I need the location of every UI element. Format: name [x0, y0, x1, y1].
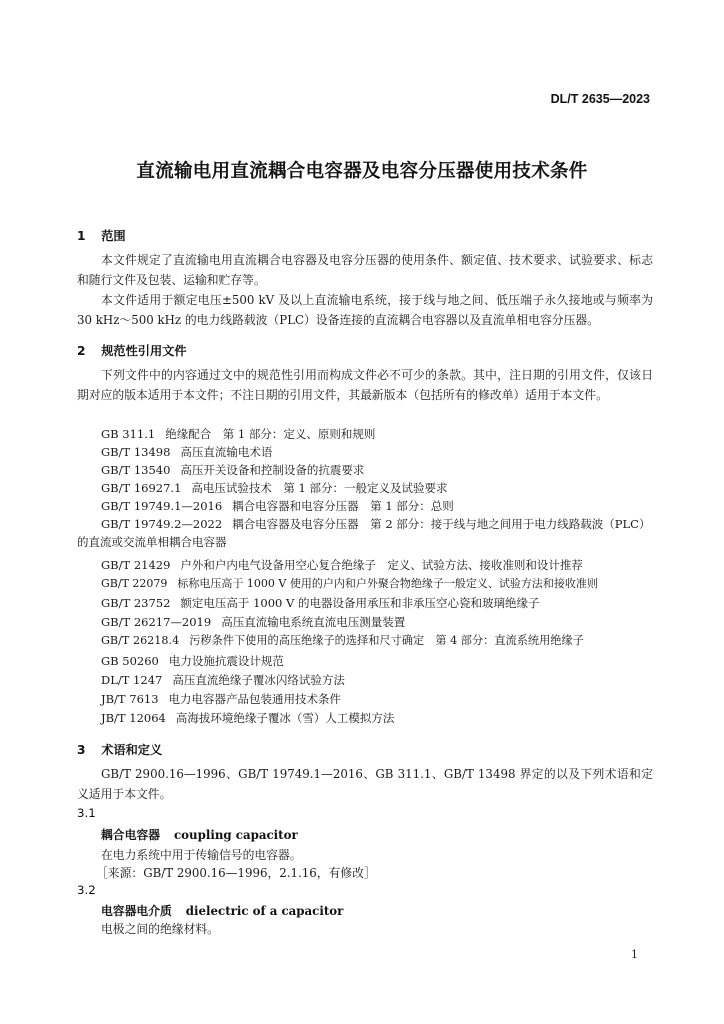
reference-name: 耦合电容器和电容分压器 第 1 部分：总则: [232, 499, 454, 513]
reference-item: [101, 479, 653, 497]
reference-code: GB 50260: [101, 654, 159, 668]
section-number: 2: [77, 344, 86, 358]
reference-name: 高压直流输电术语: [180, 445, 273, 459]
reference-name: 高压直流绝缘子覆冰闪络试验方法: [172, 673, 345, 687]
reference-name: 污秽条件下使用的高压绝缘子的选择和尺寸确定 第 4 部分：直流系统用绝缘子: [189, 634, 584, 647]
reference-code: DL/T 1247: [101, 673, 163, 687]
reference-item: [101, 632, 653, 650]
reference-code: JB/T 7613: [101, 692, 159, 706]
reference-name: 电力设施抗震设计规范: [168, 654, 284, 668]
reference-code: GB/T 22079: [101, 577, 168, 590]
reference-code: JB/T 12064: [101, 711, 166, 725]
paragraph: 本文件规定了直流输电用直流耦合电容器及电容分压器的使用条件、额定值、技术要求、试验要求、标志和随行文件及包装、运输和贮存等。: [77, 253, 653, 287]
reference-name: 电力电容器产品包装通用技术条件: [168, 692, 342, 706]
reference-name: 标称电压高于 1000 V 使用的户内和户外聚合物绝缘子一般定义、试验方法和接收准则: [177, 577, 598, 590]
reference-code: GB/T 23752: [101, 596, 171, 610]
paragraph: GB/T 2900.16—1996、GB/T 19749.1—2016、GB 311.1、GB/T 13498 界定的以及下列术语和定义适用于本文件。: [77, 767, 653, 801]
paragraph: 本文件适用于额定电压±500 kV 及以上直流输电系统，接于线与地之间、低压端子永久接地或与频率为 30 kHz～500 kHz 的电力线路载波（PLC）设备连接的直流耦合电容器以及直流单相电容分压器。: [77, 293, 653, 327]
reference-name: 户外和户内电气设备用空心复合绝缘子 定义、试验方法、接收准则和设计推荐: [180, 558, 583, 572]
reference-item: [101, 690, 653, 708]
section-heading-normative-references: [77, 342, 187, 359]
reference-item: [101, 497, 653, 515]
paragraph: 下列文件中的内容通过文中的规范性引用而构成文件必不可少的条款。其中，注日期的引用文件，仅该日期对应的版本适用于本文件；不注日期的引用文件，其最新版本（包括所有的修改单）适用于本文件。: [77, 368, 653, 402]
section-number: 3: [77, 743, 86, 757]
reference-name: 高电压试验技术 第 1 部分：一般定义及试验要求: [191, 481, 448, 495]
reference-code: GB/T 16927.1: [101, 481, 182, 495]
section-title: 范围: [101, 229, 126, 243]
reference-name: 高海拔环境绝缘子覆冰（雪）人工模拟方法: [175, 711, 395, 725]
reference-code: GB 311.1: [101, 427, 156, 441]
reference-item: [101, 556, 653, 574]
reference-code: GB/T 26217—2019: [101, 615, 212, 629]
section-heading-terms-and-definitions: [77, 741, 162, 758]
term-number: 3.2: [77, 883, 96, 897]
reference-item: [101, 652, 653, 670]
reference-name: 高压开关设备和控制设备的抗震要求: [180, 463, 365, 477]
reference-name: 额定电压高于 1000 V 的电器设备用承压和非承压空心瓷和玻璃绝缘子: [180, 596, 540, 610]
reference-item: [101, 709, 653, 727]
reference-item: [101, 575, 653, 593]
reference-code: GB/T 21429: [101, 558, 171, 572]
reference-code: GB/T 19749.1—2016: [101, 499, 223, 513]
reference-name: 绝缘配合 第 1 部分：定义、原则和规则: [165, 427, 376, 441]
standard-code: DL/T 2635—2023: [550, 92, 650, 106]
term-heading: [101, 902, 343, 919]
page-number: 1: [631, 948, 638, 961]
reference-name: 耦合电容器及电容分压器 第 2 部分：接于线与地之间用于电力线路载波（PLC）的直流或交流单相耦合电容器: [77, 517, 651, 550]
term-heading: [101, 826, 298, 843]
term-definition: 在电力系统中用于传输信号的电容器。: [101, 848, 302, 862]
reference-item: [101, 425, 653, 443]
section-heading-scope: [77, 227, 126, 244]
reference-item: [77, 515, 655, 551]
section-title: 规范性引用文件: [101, 344, 187, 358]
term-chinese: 电容器电介质: [101, 904, 172, 918]
term-number: 3.1: [77, 806, 96, 820]
section-number: 1: [77, 229, 86, 243]
term-definition: 电极之间的绝缘材料。: [101, 922, 219, 936]
reference-item: [101, 613, 653, 631]
reference-item: [101, 461, 653, 479]
section-title: 术语和定义: [101, 743, 163, 757]
term-english: coupling capacitor: [174, 828, 298, 842]
reference-code: GB/T 13540: [101, 463, 171, 477]
reference-item: [101, 443, 653, 461]
reference-name: 高压直流输电系统直流电压测量装置: [221, 615, 406, 629]
reference-code: GB/T 13498: [101, 445, 171, 459]
term-english: dielectric of a capacitor: [185, 904, 344, 918]
reference-code: GB/T 19749.2—2022: [101, 517, 223, 531]
term-chinese: 耦合电容器: [101, 828, 160, 842]
document-title: 直流输电用直流耦合电容器及电容分压器使用技术条件: [136, 161, 588, 182]
term-source: ［来源：GB/T 2900.16—1996，2.1.16，有修改］: [96, 866, 376, 880]
reference-item: [101, 671, 653, 689]
reference-code: GB/T 26218.4: [101, 634, 180, 647]
reference-item: [101, 594, 653, 612]
